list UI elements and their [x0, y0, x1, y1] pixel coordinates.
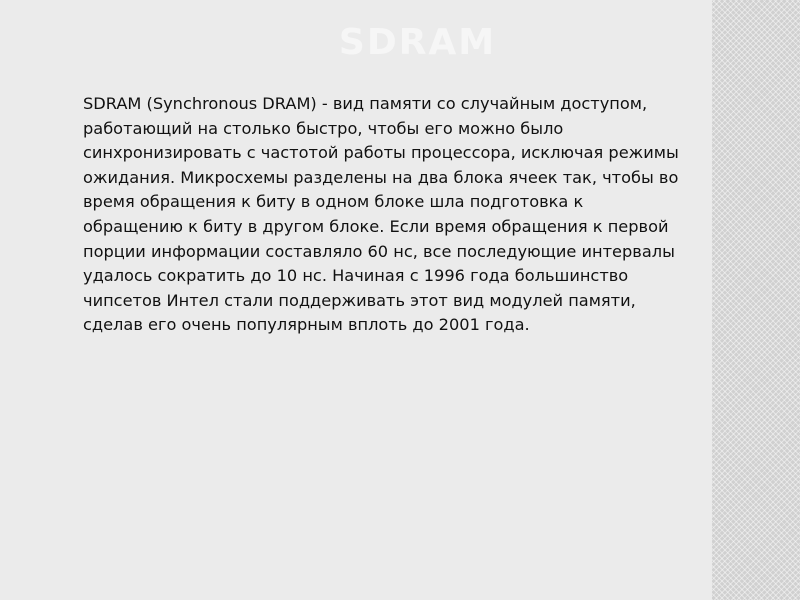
decorative-side-band [712, 0, 800, 600]
slide-body-text: SDRAM (Synchronous DRAM) - вид памяти со случайным доступом, работающий на столько быстро, чтобы его можно было синхронизировать с частотой работы процессора, исключая режимы ожидания. Микросхемы разделены на два блока ячеек так, чтобы во время обращения к биту в одном блоке шла подготовка к обращению к биту в другом блоке. Если время обращения к первой порции информации составляло 60 нс, все последующие интервалы удалось сократить до 10 нс. Начиная с 1996 года большинство чипсетов Интел стали поддерживать этот вид модулей памяти, сделав его очень популярным вплоть до 2001 года. [83, 94, 679, 335]
slide-title: SDRAM [338, 22, 497, 63]
